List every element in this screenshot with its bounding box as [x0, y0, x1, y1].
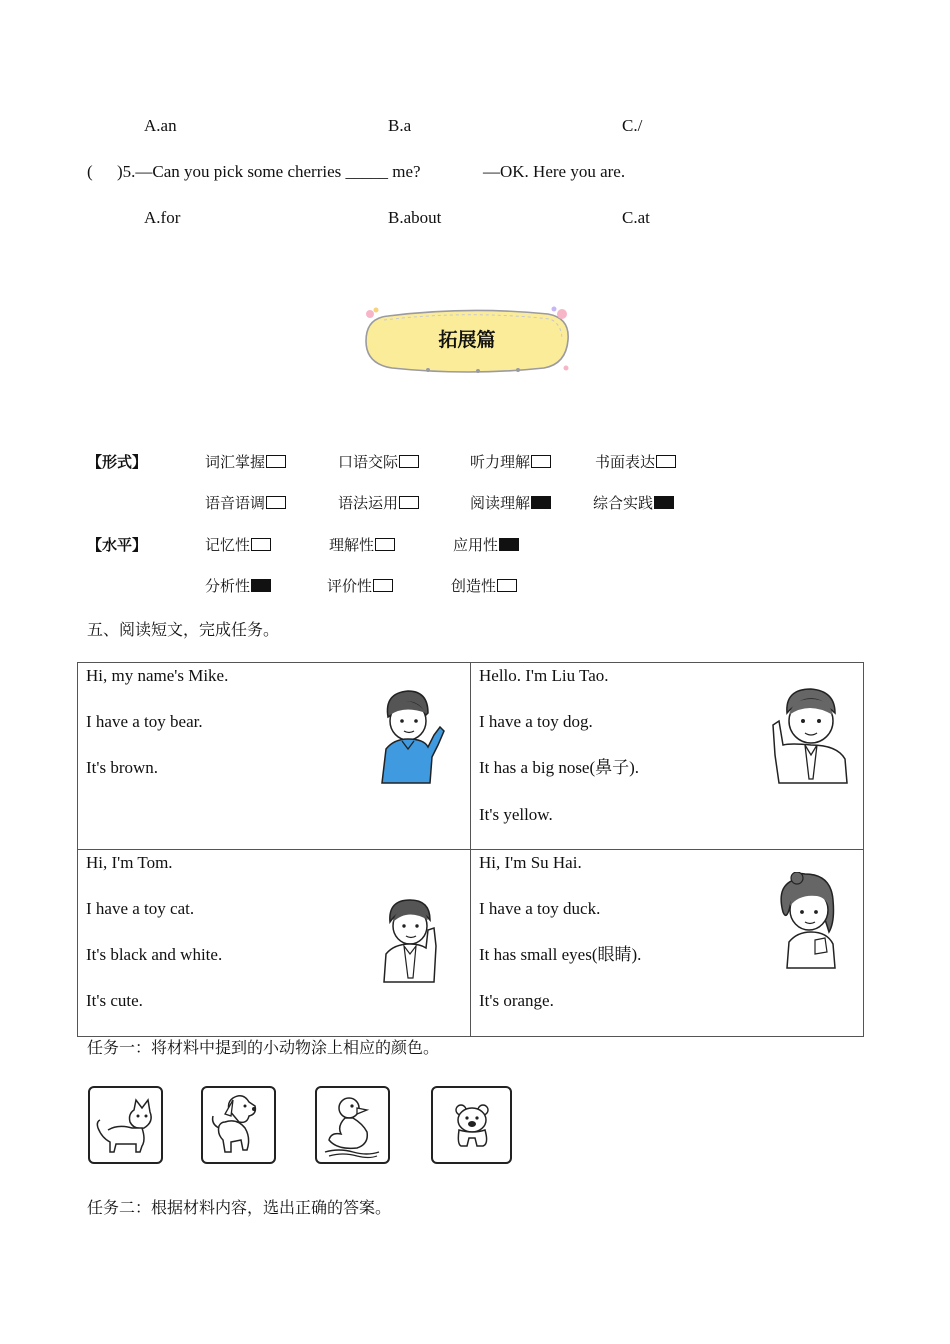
q4-option-c: C./ [622, 116, 643, 135]
reading-line: I have a toy bear. [86, 712, 203, 731]
form-item: 口语交际 [338, 452, 419, 472]
section-banner [358, 304, 576, 376]
reading-line: I have a toy cat. [86, 899, 195, 918]
q4-option-b: B.a [388, 116, 412, 135]
form-item: 书面表达 [595, 452, 676, 472]
checkbox-filled-icon [654, 496, 674, 509]
reading-line: It's orange. [479, 991, 554, 1010]
reading-line: I have a toy duck. [479, 899, 601, 918]
duck-icon [315, 1086, 390, 1164]
q5-answer: —OK. Here you are. [483, 162, 626, 181]
form-item: 语法运用 [338, 493, 419, 513]
section-title: 五、阅读短文，完成任务。 [87, 620, 280, 639]
checkbox-icon [373, 579, 393, 592]
form-item: 听力理解 [470, 452, 551, 472]
checkbox-icon [399, 455, 419, 468]
reading-line: Hi, I'm Tom. [86, 853, 173, 872]
q4-option-a: A.an [144, 116, 177, 135]
form-item: 语音语调 [205, 493, 286, 513]
checkbox-icon [399, 496, 419, 509]
level-item: 理解性 [329, 535, 395, 555]
checkbox-icon [375, 538, 395, 551]
reading-line: It has small eyes(眼睛). [479, 945, 642, 964]
q5-option-b: B.about [388, 208, 442, 227]
reading-line: It has a big nose(鼻子). [479, 758, 640, 777]
q5-option-a: A.for [144, 208, 181, 227]
level-item: 应用性 [453, 535, 519, 555]
level-label: 【水平】 [87, 536, 148, 554]
form-item: 词汇掌握 [205, 452, 286, 472]
banner-title: 拓展篇 [438, 329, 496, 351]
cat-icon [88, 1086, 163, 1164]
q5-question: )5.—Can you pick some cherries _____ me? [117, 162, 421, 181]
form-label: 【形式】 [87, 453, 148, 471]
reading-cell-liutao [471, 663, 864, 850]
reading-line: I have a toy dog. [479, 712, 593, 731]
reading-line: It's cute. [86, 991, 143, 1010]
checkbox-icon [656, 455, 676, 468]
checkbox-icon [531, 455, 551, 468]
reading-cell-mike [78, 663, 471, 850]
reading-cell-tom [78, 850, 471, 1037]
form-item: 综合实践 [593, 493, 674, 513]
form-item: 阅读理解 [470, 493, 551, 513]
level-item: 分析性 [205, 576, 271, 596]
reading-cell-suhai [471, 850, 864, 1037]
checkbox-filled-icon [531, 496, 551, 509]
reading-line: Hello. I'm Liu Tao. [479, 666, 609, 685]
q5-option-c: C.at [622, 208, 650, 227]
task2-title: 任务二：根据材料内容，选出正确的答案。 [87, 1198, 392, 1217]
girl-suhai-illustration [771, 872, 843, 970]
checkbox-icon [266, 496, 286, 509]
checkbox-icon [497, 579, 517, 592]
reading-line: It's brown. [86, 758, 159, 777]
level-item: 评价性 [327, 576, 393, 596]
reading-line: It's yellow. [479, 805, 553, 824]
boy-mike-illustration [374, 687, 446, 785]
level-item: 记忆性 [205, 535, 271, 555]
checkbox-filled-icon [499, 538, 519, 551]
dog-icon [201, 1086, 276, 1164]
q5-paren: ( [87, 162, 93, 181]
checkbox-filled-icon [251, 579, 271, 592]
boy-tom-illustration [380, 896, 442, 984]
checkbox-icon [251, 538, 271, 551]
boy-liutao-illustration [769, 685, 851, 785]
task1-title: 任务一：将材料中提到的小动物涂上相应的颜色。 [87, 1038, 440, 1057]
reading-table [77, 662, 864, 1037]
reading-line: Hi, my name's Mike. [86, 666, 229, 685]
checkbox-icon [266, 455, 286, 468]
reading-line: Hi, I'm Su Hai. [479, 853, 582, 872]
bear-icon [431, 1086, 512, 1164]
reading-line: It's black and white. [86, 945, 223, 964]
level-item: 创造性 [451, 576, 517, 596]
